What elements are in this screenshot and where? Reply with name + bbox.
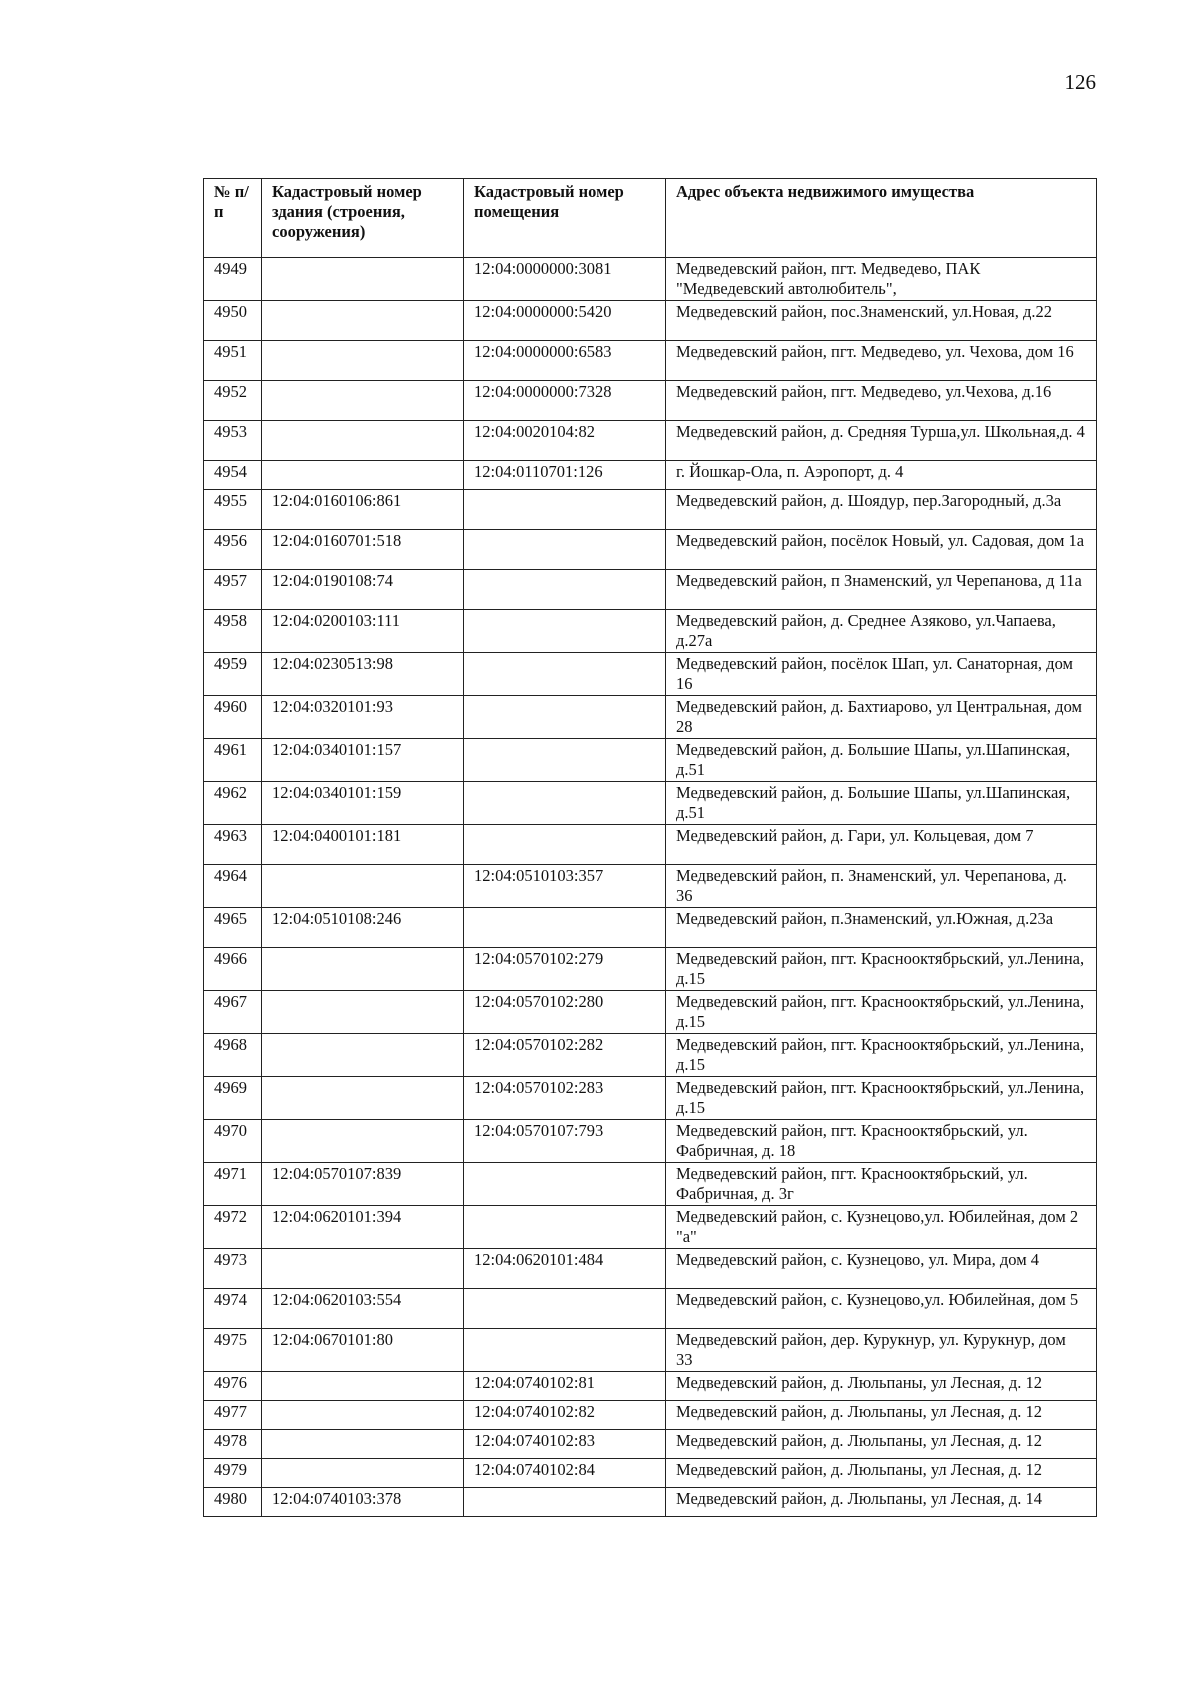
building-cadastral-number-cell: 12:04:0510108:246 bbox=[262, 908, 464, 948]
row-number-cell: 4973 bbox=[204, 1249, 262, 1289]
row-number-cell: 4955 bbox=[204, 490, 262, 530]
room-cadastral-number-cell: 12:04:0570107:793 bbox=[464, 1120, 666, 1163]
room-cadastral-number-cell bbox=[464, 1488, 666, 1517]
table-row bbox=[204, 739, 1097, 782]
room-cadastral-number-cell: 12:04:0570102:279 bbox=[464, 948, 666, 991]
row-number-cell: 4967 bbox=[204, 991, 262, 1034]
building-cadastral-number-cell: 12:04:0620103:554 bbox=[262, 1289, 464, 1329]
building-cadastral-number-cell: 12:04:0160701:518 bbox=[262, 530, 464, 570]
table-row bbox=[204, 1430, 1097, 1459]
room-cadastral-number-cell: 12:04:0570102:282 bbox=[464, 1034, 666, 1077]
table-row bbox=[204, 610, 1097, 653]
room-cadastral-number-cell: 12:04:0570102:280 bbox=[464, 991, 666, 1034]
table-row bbox=[204, 1077, 1097, 1120]
building-cadastral-number-cell bbox=[262, 1249, 464, 1289]
row-number-cell: 4960 bbox=[204, 696, 262, 739]
building-cadastral-number-cell: 12:04:0230513:98 bbox=[262, 653, 464, 696]
address-cell: Медведевский район, д. Люльпаны, ул Лесная, д. 12 bbox=[666, 1430, 1097, 1459]
building-cadastral-number-cell bbox=[262, 1401, 464, 1430]
address-cell: Медведевский район, посёлок Шап, ул. Санаторная, дом 16 bbox=[666, 653, 1097, 696]
address-cell: Медведевский район, пгт. Медведево, ул.Чехова, д.16 bbox=[666, 381, 1097, 421]
address-cell: Медведевский район, д. Большие Шапы, ул.Шапинская, д.51 bbox=[666, 739, 1097, 782]
address-cell: Медведевский район, пгт. Краснооктябрьский, ул.Ленина, д.15 bbox=[666, 1077, 1097, 1120]
building-cadastral-number-cell bbox=[262, 948, 464, 991]
room-cadastral-number-cell: 12:04:0570102:283 bbox=[464, 1077, 666, 1120]
property-registry-table bbox=[203, 178, 1097, 1517]
address-cell: Медведевский район, п. Знаменский, ул. Черепанова, д. 36 bbox=[666, 865, 1097, 908]
address-cell: Медведевский район, д. Люльпаны, ул Лесная, д. 14 bbox=[666, 1488, 1097, 1517]
table-row bbox=[204, 341, 1097, 381]
address-cell: Медведевский район, пгт. Медведево, ул. Чехова, дом 16 bbox=[666, 341, 1097, 381]
building-cadastral-number-cell bbox=[262, 461, 464, 490]
room-cadastral-number-cell: 12:04:0510103:357 bbox=[464, 865, 666, 908]
building-cadastral-number-cell: 12:04:0400101:181 bbox=[262, 825, 464, 865]
building-cadastral-number-cell bbox=[262, 341, 464, 381]
room-cadastral-number-cell: 12:04:0000000:6583 bbox=[464, 341, 666, 381]
room-cadastral-number-cell: 12:04:0110701:126 bbox=[464, 461, 666, 490]
building-cadastral-number-cell bbox=[262, 1077, 464, 1120]
address-cell: Медведевский район, пгт. Краснооктябрьский, ул.Ленина, д.15 bbox=[666, 948, 1097, 991]
address-cell: Медведевский район, д. Шоядур, пер.Загородный, д.3а bbox=[666, 490, 1097, 530]
address-cell: Медведевский район, дер. Курукнур, ул. Курукнур, дом 33 bbox=[666, 1329, 1097, 1372]
table-row bbox=[204, 461, 1097, 490]
row-number-cell: 4958 bbox=[204, 610, 262, 653]
room-cadastral-number-cell bbox=[464, 825, 666, 865]
row-number-cell: 4962 bbox=[204, 782, 262, 825]
row-number-cell: 4950 bbox=[204, 301, 262, 341]
row-number-cell: 4956 bbox=[204, 530, 262, 570]
table-row bbox=[204, 1034, 1097, 1077]
address-cell: Медведевский район, с. Кузнецово,ул. Юбилейная, дом 2 "а" bbox=[666, 1206, 1097, 1249]
address-cell: Медведевский район, п Знаменский, ул Черепанова, д 11а bbox=[666, 570, 1097, 610]
room-cadastral-number-cell: 12:04:0000000:3081 bbox=[464, 258, 666, 301]
building-cadastral-number-cell bbox=[262, 381, 464, 421]
building-cadastral-number-cell: 12:04:0620101:394 bbox=[262, 1206, 464, 1249]
address-cell: Медведевский район, с. Кузнецово, ул. Мира, дом 4 bbox=[666, 1249, 1097, 1289]
header-address: Адрес объекта недвижимого имущества bbox=[666, 179, 1097, 258]
row-number-cell: 4969 bbox=[204, 1077, 262, 1120]
table-row bbox=[204, 1488, 1097, 1517]
table-body bbox=[204, 258, 1097, 1517]
row-number-cell: 4975 bbox=[204, 1329, 262, 1372]
row-number-cell: 4963 bbox=[204, 825, 262, 865]
room-cadastral-number-cell bbox=[464, 782, 666, 825]
building-cadastral-number-cell: 12:04:0670101:80 bbox=[262, 1329, 464, 1372]
address-cell: Медведевский район, д. Средняя Турша,ул. Школьная,д. 4 bbox=[666, 421, 1097, 461]
building-cadastral-number-cell bbox=[262, 1430, 464, 1459]
table-row bbox=[204, 1289, 1097, 1329]
building-cadastral-number-cell: 12:04:0340101:157 bbox=[262, 739, 464, 782]
address-cell: Медведевский район, д. Среднее Азяково, ул.Чапаева, д.27а bbox=[666, 610, 1097, 653]
row-number-cell: 4949 bbox=[204, 258, 262, 301]
building-cadastral-number-cell bbox=[262, 1372, 464, 1401]
room-cadastral-number-cell bbox=[464, 653, 666, 696]
room-cadastral-number-cell bbox=[464, 696, 666, 739]
row-number-cell: 4953 bbox=[204, 421, 262, 461]
address-cell: Медведевский район, пгт. Медведево, ПАК "Медведевский автолюбитель", bbox=[666, 258, 1097, 301]
header-room-cadastral-number: Кадастровый номер помещения bbox=[464, 179, 666, 258]
room-cadastral-number-cell bbox=[464, 530, 666, 570]
room-cadastral-number-cell bbox=[464, 1329, 666, 1372]
room-cadastral-number-cell: 12:04:0740102:83 bbox=[464, 1430, 666, 1459]
table-row bbox=[204, 258, 1097, 301]
room-cadastral-number-cell: 12:04:0020104:82 bbox=[464, 421, 666, 461]
building-cadastral-number-cell bbox=[262, 865, 464, 908]
table-row bbox=[204, 381, 1097, 421]
room-cadastral-number-cell: 12:04:0740102:81 bbox=[464, 1372, 666, 1401]
table-row bbox=[204, 782, 1097, 825]
building-cadastral-number-cell: 12:04:0190108:74 bbox=[262, 570, 464, 610]
row-number-cell: 4978 bbox=[204, 1430, 262, 1459]
address-cell: Медведевский район, пгт. Краснооктябрьский, ул. Фабричная, д. 18 bbox=[666, 1120, 1097, 1163]
row-number-cell: 4976 bbox=[204, 1372, 262, 1401]
building-cadastral-number-cell bbox=[262, 1459, 464, 1488]
building-cadastral-number-cell: 12:04:0320101:93 bbox=[262, 696, 464, 739]
room-cadastral-number-cell bbox=[464, 1163, 666, 1206]
address-cell: Медведевский район, д. Люльпаны, ул Лесная, д. 12 bbox=[666, 1459, 1097, 1488]
table-row bbox=[204, 570, 1097, 610]
room-cadastral-number-cell: 12:04:0620101:484 bbox=[464, 1249, 666, 1289]
table-row bbox=[204, 825, 1097, 865]
table-row bbox=[204, 908, 1097, 948]
row-number-cell: 4971 bbox=[204, 1163, 262, 1206]
table-row bbox=[204, 1206, 1097, 1249]
room-cadastral-number-cell bbox=[464, 610, 666, 653]
table-row bbox=[204, 1249, 1097, 1289]
address-cell: г. Йошкар-Ола, п. Аэропорт, д. 4 bbox=[666, 461, 1097, 490]
room-cadastral-number-cell bbox=[464, 490, 666, 530]
table-row bbox=[204, 948, 1097, 991]
row-number-cell: 4961 bbox=[204, 739, 262, 782]
address-cell: Медведевский район, д. Люльпаны, ул Лесная, д. 12 bbox=[666, 1401, 1097, 1430]
address-cell: Медведевский район, пгт. Краснооктябрьский, ул.Ленина, д.15 bbox=[666, 991, 1097, 1034]
table-header bbox=[204, 179, 1097, 258]
room-cadastral-number-cell: 12:04:0740102:82 bbox=[464, 1401, 666, 1430]
header-building-cadastral-number: Кадастровый номер здания (строения, сооружения) bbox=[262, 179, 464, 258]
row-number-cell: 4951 bbox=[204, 341, 262, 381]
room-cadastral-number-cell: 12:04:0740102:84 bbox=[464, 1459, 666, 1488]
table-row bbox=[204, 490, 1097, 530]
address-cell: Медведевский район, пгт. Краснооктябрьский, ул.Ленина, д.15 bbox=[666, 1034, 1097, 1077]
table-row bbox=[204, 1401, 1097, 1430]
building-cadastral-number-cell bbox=[262, 421, 464, 461]
building-cadastral-number-cell bbox=[262, 1034, 464, 1077]
address-cell: Медведевский район, п.Знаменский, ул.Южная, д.23а bbox=[666, 908, 1097, 948]
row-number-cell: 4979 bbox=[204, 1459, 262, 1488]
row-number-cell: 4977 bbox=[204, 1401, 262, 1430]
table-row bbox=[204, 865, 1097, 908]
room-cadastral-number-cell bbox=[464, 570, 666, 610]
row-number-cell: 4959 bbox=[204, 653, 262, 696]
header-row-number: № п/п bbox=[204, 179, 262, 258]
table-row bbox=[204, 301, 1097, 341]
row-number-cell: 4965 bbox=[204, 908, 262, 948]
row-number-cell: 4970 bbox=[204, 1120, 262, 1163]
table-row bbox=[204, 421, 1097, 461]
address-cell: Медведевский район, д. Гари, ул. Кольцевая, дом 7 bbox=[666, 825, 1097, 865]
building-cadastral-number-cell bbox=[262, 1120, 464, 1163]
table-row bbox=[204, 1120, 1097, 1163]
table-row bbox=[204, 1459, 1097, 1488]
row-number-cell: 4954 bbox=[204, 461, 262, 490]
room-cadastral-number-cell bbox=[464, 739, 666, 782]
room-cadastral-number-cell bbox=[464, 1289, 666, 1329]
row-number-cell: 4952 bbox=[204, 381, 262, 421]
address-cell: Медведевский район, пгт. Краснооктябрьский, ул. Фабричная, д. 3г bbox=[666, 1163, 1097, 1206]
header-row bbox=[204, 179, 1097, 258]
address-cell: Медведевский район, с. Кузнецово,ул. Юбилейная, дом 5 bbox=[666, 1289, 1097, 1329]
address-cell: Медведевский район, д. Бахтиарово, ул Центральная, дом 28 bbox=[666, 696, 1097, 739]
table-row bbox=[204, 1372, 1097, 1401]
room-cadastral-number-cell: 12:04:0000000:5420 bbox=[464, 301, 666, 341]
page-number: 126 bbox=[1064, 70, 1096, 94]
row-number-cell: 4980 bbox=[204, 1488, 262, 1517]
building-cadastral-number-cell: 12:04:0200103:111 bbox=[262, 610, 464, 653]
row-number-cell: 4964 bbox=[204, 865, 262, 908]
building-cadastral-number-cell bbox=[262, 258, 464, 301]
building-cadastral-number-cell: 12:04:0340101:159 bbox=[262, 782, 464, 825]
address-cell: Медведевский район, д. Люльпаны, ул Лесная, д. 12 bbox=[666, 1372, 1097, 1401]
building-cadastral-number-cell bbox=[262, 301, 464, 341]
row-number-cell: 4968 bbox=[204, 1034, 262, 1077]
address-cell: Медведевский район, д. Большие Шапы, ул.Шапинская, д.51 bbox=[666, 782, 1097, 825]
address-cell: Медведевский район, пос.Знаменский, ул.Новая, д.22 bbox=[666, 301, 1097, 341]
table-row bbox=[204, 696, 1097, 739]
building-cadastral-number-cell: 12:04:0570107:839 bbox=[262, 1163, 464, 1206]
table-row bbox=[204, 653, 1097, 696]
row-number-cell: 4966 bbox=[204, 948, 262, 991]
table-row bbox=[204, 530, 1097, 570]
address-cell: Медведевский район, посёлок Новый, ул. Садовая, дом 1а bbox=[666, 530, 1097, 570]
row-number-cell: 4974 bbox=[204, 1289, 262, 1329]
room-cadastral-number-cell bbox=[464, 1206, 666, 1249]
building-cadastral-number-cell: 12:04:0160106:861 bbox=[262, 490, 464, 530]
table-row bbox=[204, 1329, 1097, 1372]
row-number-cell: 4957 bbox=[204, 570, 262, 610]
room-cadastral-number-cell: 12:04:0000000:7328 bbox=[464, 381, 666, 421]
row-number-cell: 4972 bbox=[204, 1206, 262, 1249]
room-cadastral-number-cell bbox=[464, 908, 666, 948]
building-cadastral-number-cell: 12:04:0740103:378 bbox=[262, 1488, 464, 1517]
building-cadastral-number-cell bbox=[262, 991, 464, 1034]
table-row bbox=[204, 991, 1097, 1034]
table-row bbox=[204, 1163, 1097, 1206]
